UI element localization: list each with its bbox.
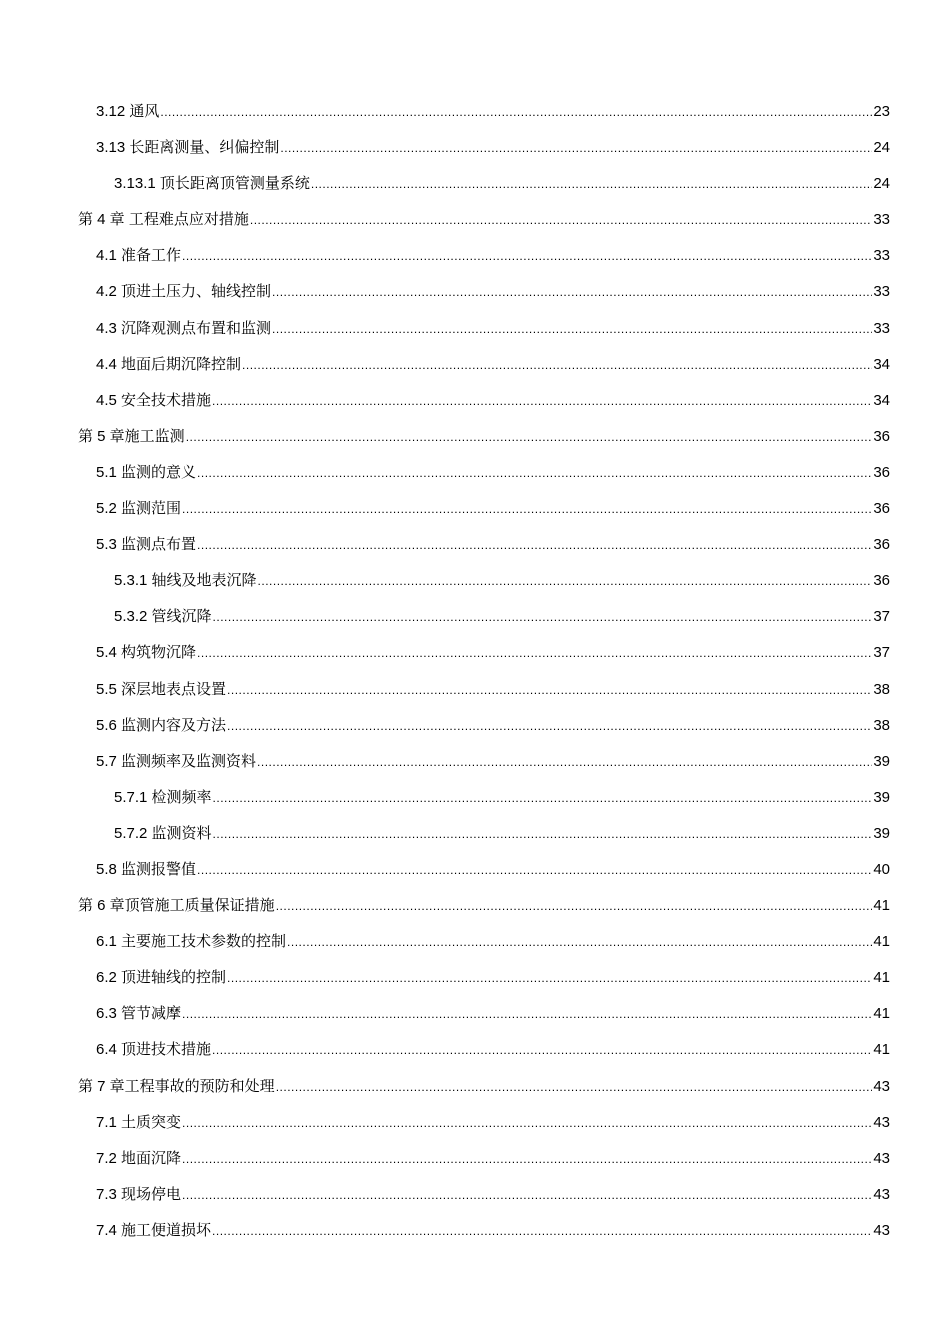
toc-page-number: 41 bbox=[873, 897, 890, 915]
toc-dot-leader bbox=[227, 672, 872, 708]
toc-entry-title: 3.13.1 顶长距离顶管测量系统 bbox=[114, 175, 310, 193]
toc-entry-title: 5.6 监测内容及方法 bbox=[96, 716, 227, 734]
toc-entry[interactable] bbox=[0, 419, 950, 455]
toc-entry-title: 3.12 通风 bbox=[96, 103, 160, 120]
toc-dot-leader bbox=[227, 960, 872, 996]
toc-page-number: 43 bbox=[873, 1185, 890, 1203]
toc-entry-title: 4.2 顶进土压力、轴线控制 bbox=[96, 283, 272, 301]
toc-entry-title: 第 6 章顶管施工质量保证措施 bbox=[78, 897, 275, 915]
toc-page-number: 37 bbox=[873, 644, 890, 662]
toc-dot-leader bbox=[257, 744, 872, 780]
toc-dot-leader bbox=[227, 708, 872, 744]
toc-entry-title: 7.4 施工便道损坏 bbox=[96, 1221, 212, 1239]
toc-dot-leader bbox=[280, 130, 872, 166]
toc-dot-leader bbox=[197, 527, 872, 563]
toc-dot-leader bbox=[160, 94, 872, 130]
toc-page-number: 33 bbox=[873, 247, 890, 265]
toc-dot-leader bbox=[212, 383, 872, 419]
toc-entry[interactable] bbox=[0, 708, 950, 744]
toc-dot-leader bbox=[197, 455, 872, 491]
toc-entry[interactable] bbox=[0, 563, 950, 599]
toc-page-number: 33 bbox=[873, 283, 890, 301]
toc-page-number: 36 bbox=[873, 427, 890, 445]
toc-page-number: 33 bbox=[873, 319, 890, 337]
toc-page-number: 34 bbox=[873, 355, 890, 373]
table-of-contents bbox=[0, 94, 950, 1249]
toc-entry-title: 4.4 地面后期沉降控制 bbox=[96, 355, 242, 373]
toc-entry[interactable] bbox=[0, 383, 950, 419]
toc-entry[interactable] bbox=[0, 816, 950, 852]
toc-entry[interactable] bbox=[0, 1105, 950, 1141]
toc-entry[interactable] bbox=[0, 780, 950, 816]
toc-dot-leader bbox=[258, 563, 873, 599]
toc-entry[interactable] bbox=[0, 94, 950, 130]
toc-entry[interactable] bbox=[0, 1069, 950, 1105]
toc-dot-leader bbox=[186, 419, 873, 455]
toc-page-number: 43 bbox=[873, 1113, 890, 1131]
toc-dot-leader bbox=[182, 1141, 872, 1177]
toc-page-number: 43 bbox=[873, 1221, 890, 1239]
toc-page-number: 40 bbox=[873, 860, 890, 878]
toc-entry-title: 5.3 监测点布置 bbox=[96, 536, 197, 554]
toc-entry[interactable] bbox=[0, 491, 950, 527]
toc-entry-title: 6.3 管节减摩 bbox=[96, 1005, 182, 1023]
toc-entry-title: 5.7.1 检测频率 bbox=[114, 788, 212, 806]
toc-entry[interactable] bbox=[0, 888, 950, 924]
toc-dot-leader bbox=[311, 166, 872, 202]
toc-dot-leader bbox=[182, 1105, 872, 1141]
toc-dot-leader bbox=[212, 1032, 872, 1068]
toc-page-number: 38 bbox=[873, 716, 890, 734]
toc-entry[interactable] bbox=[0, 166, 950, 202]
toc-entry[interactable] bbox=[0, 1213, 950, 1249]
toc-entry-title: 3.13 长距离测量、纠偏控制 bbox=[96, 139, 280, 157]
toc-entry[interactable] bbox=[0, 924, 950, 960]
toc-page-number: 41 bbox=[873, 969, 890, 987]
toc-entry-title: 4.5 安全技术措施 bbox=[96, 391, 212, 409]
toc-entry-title: 5.3.2 管线沉降 bbox=[114, 608, 212, 626]
toc-entry[interactable] bbox=[0, 1177, 950, 1213]
toc-dot-leader bbox=[213, 780, 873, 816]
toc-entry-title: 5.7 监测频率及监测资料 bbox=[96, 752, 257, 770]
toc-entry-title: 第 7 章工程事故的预防和处理 bbox=[78, 1077, 275, 1095]
toc-dot-leader bbox=[197, 852, 872, 888]
toc-dot-leader bbox=[276, 1069, 873, 1105]
toc-dot-leader bbox=[182, 238, 872, 274]
toc-entry[interactable] bbox=[0, 1141, 950, 1177]
toc-page-number: 43 bbox=[873, 1077, 890, 1095]
toc-dot-leader bbox=[287, 924, 872, 960]
toc-entry-title: 5.3.1 轴线及地表沉降 bbox=[114, 572, 257, 590]
toc-page-number: 38 bbox=[873, 680, 890, 698]
toc-dot-leader bbox=[212, 1213, 872, 1249]
toc-entry-title: 5.8 监测报警值 bbox=[96, 860, 197, 878]
toc-entry[interactable] bbox=[0, 274, 950, 310]
toc-entry[interactable] bbox=[0, 960, 950, 996]
toc-page-number: 23 bbox=[873, 103, 890, 120]
toc-page-number: 43 bbox=[873, 1149, 890, 1167]
toc-page-number: 37 bbox=[873, 608, 890, 626]
toc-entry-title: 第 4 章 工程难点应对措施 bbox=[78, 211, 249, 229]
toc-entry-title: 4.3 沉降观测点布置和监测 bbox=[96, 319, 272, 337]
toc-entry-title: 7.3 现场停电 bbox=[96, 1185, 182, 1203]
toc-dot-leader bbox=[272, 274, 872, 310]
toc-entry-title: 6.4 顶进技术措施 bbox=[96, 1041, 212, 1059]
toc-page-number: 36 bbox=[873, 536, 890, 554]
toc-entry-title: 7.2 地面沉降 bbox=[96, 1149, 182, 1167]
toc-page-number: 24 bbox=[873, 175, 890, 193]
toc-entry[interactable] bbox=[0, 744, 950, 780]
toc-entry[interactable] bbox=[0, 130, 950, 166]
toc-page-number: 41 bbox=[873, 933, 890, 951]
toc-entry[interactable] bbox=[0, 202, 950, 238]
toc-dot-leader bbox=[276, 888, 873, 924]
toc-entry[interactable] bbox=[0, 852, 950, 888]
toc-page-number: 39 bbox=[873, 752, 890, 770]
toc-page-number: 36 bbox=[873, 500, 890, 518]
toc-entry[interactable] bbox=[0, 1032, 950, 1068]
toc-dot-leader bbox=[182, 491, 872, 527]
toc-page-number: 33 bbox=[873, 211, 890, 229]
toc-entry[interactable] bbox=[0, 238, 950, 274]
toc-entry[interactable] bbox=[0, 347, 950, 383]
toc-entry[interactable] bbox=[0, 996, 950, 1032]
toc-entry-title: 5.2 监测范围 bbox=[96, 500, 182, 518]
toc-dot-leader bbox=[242, 347, 872, 383]
toc-entry-title: 5.1 监测的意义 bbox=[96, 463, 197, 481]
toc-entry-title: 5.4 构筑物沉降 bbox=[96, 644, 197, 662]
toc-entry-title: 6.1 主要施工技术参数的控制 bbox=[96, 933, 287, 951]
toc-page-number: 41 bbox=[873, 1005, 890, 1023]
toc-dot-leader bbox=[197, 635, 872, 671]
toc-dot-leader bbox=[182, 1177, 872, 1213]
toc-entry[interactable] bbox=[0, 455, 950, 491]
toc-entry[interactable] bbox=[0, 527, 950, 563]
toc-dot-leader bbox=[182, 996, 872, 1032]
toc-dot-leader bbox=[250, 202, 872, 238]
toc-page-number: 34 bbox=[873, 391, 890, 409]
toc-page-number: 36 bbox=[873, 572, 890, 590]
toc-dot-leader bbox=[213, 599, 873, 635]
toc-entry[interactable] bbox=[0, 599, 950, 635]
toc-dot-leader bbox=[213, 816, 873, 852]
toc-dot-leader bbox=[272, 311, 872, 347]
toc-page-number: 36 bbox=[873, 463, 890, 481]
toc-page-number: 39 bbox=[873, 788, 890, 806]
toc-page-number: 41 bbox=[873, 1041, 890, 1059]
toc-entry-title: 7.1 土质突变 bbox=[96, 1113, 182, 1131]
toc-entry-title: 第 5 章施工监测 bbox=[78, 427, 185, 445]
toc-page-number: 24 bbox=[873, 139, 890, 157]
toc-entry[interactable] bbox=[0, 672, 950, 708]
toc-entry-title: 6.2 顶进轴线的控制 bbox=[96, 969, 227, 987]
toc-entry[interactable] bbox=[0, 635, 950, 671]
toc-entry-title: 5.5 深层地表点设置 bbox=[96, 680, 227, 698]
toc-entry[interactable] bbox=[0, 311, 950, 347]
toc-entry-title: 4.1 准备工作 bbox=[96, 247, 182, 265]
toc-page-number: 39 bbox=[873, 824, 890, 842]
toc-entry-title: 5.7.2 监测资料 bbox=[114, 824, 212, 842]
